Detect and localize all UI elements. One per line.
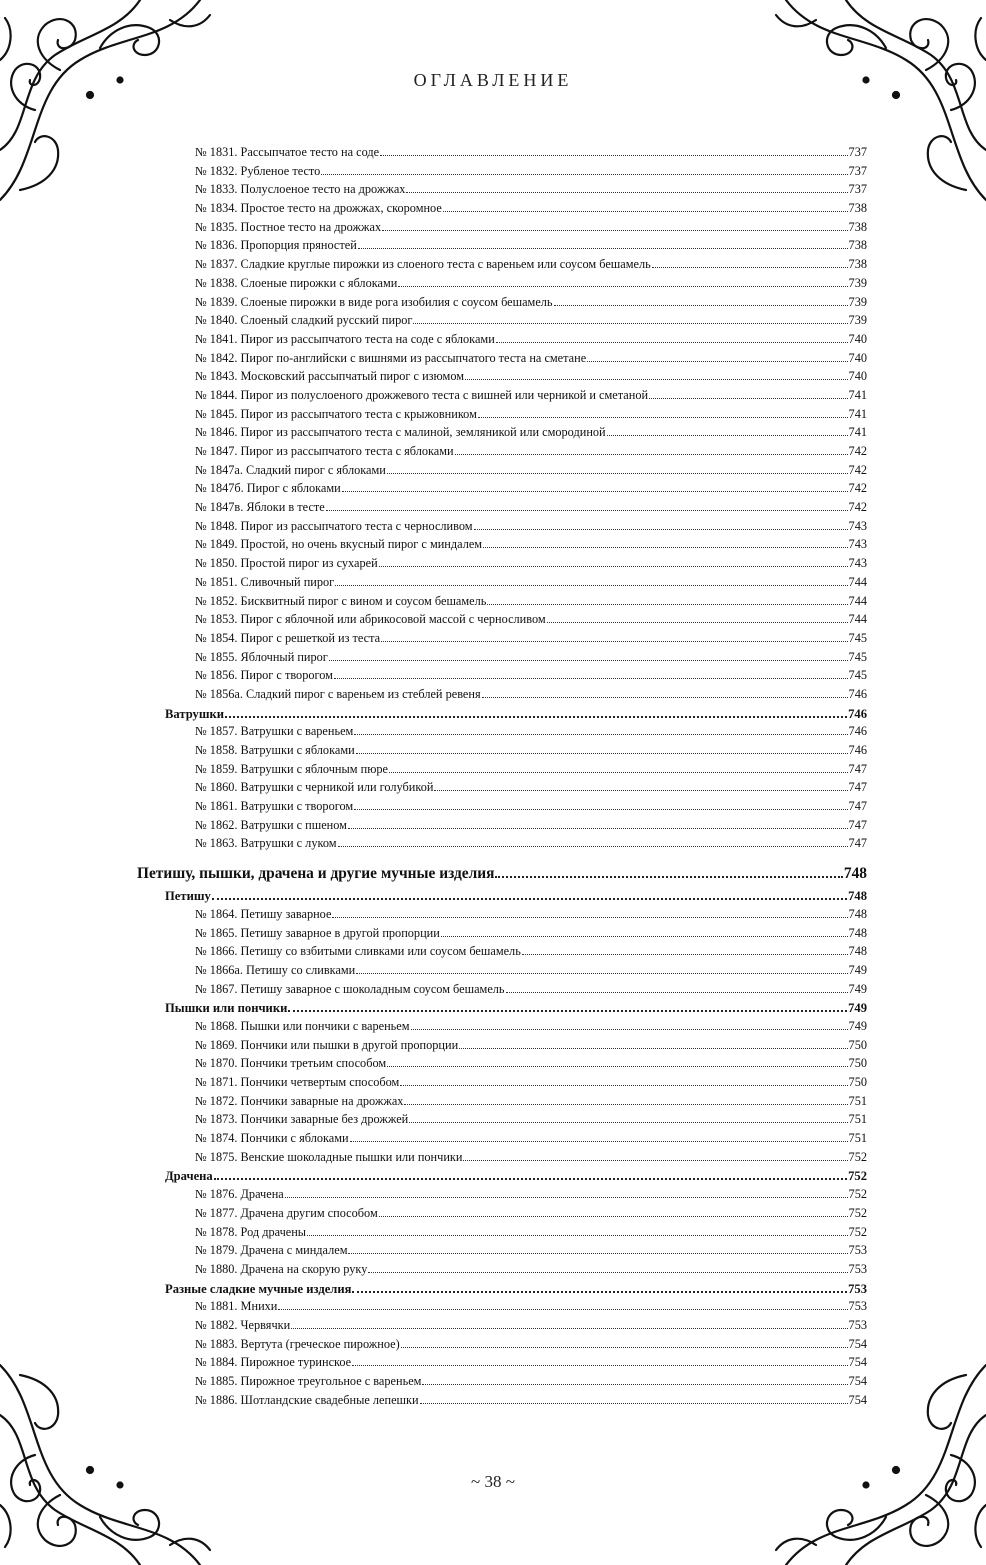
dot-leader — [649, 386, 847, 399]
toc-entry-title: № 1870. Пончики третьим способом — [195, 1056, 387, 1071]
toc-entry-title: № 1853. Пирог с яблочной или абрикосовой массой с черносливом — [195, 612, 546, 627]
toc-entry — [137, 666, 867, 685]
dot-leader — [441, 924, 848, 937]
toc-entry-title: № 1849. Простой, но очень вкусный пирог с миндалем — [195, 537, 483, 552]
toc-entry — [137, 905, 867, 924]
toc-page-number: 750 — [848, 1056, 867, 1071]
toc-entry-title: № 1868. Пышки или пончики с вареньем — [195, 1018, 410, 1033]
toc-page-number: 753 — [848, 1317, 867, 1332]
dot-leader — [455, 442, 848, 455]
toc-page-number: 741 — [848, 406, 867, 421]
dot-leader — [459, 1036, 847, 1049]
dot-leader — [463, 1148, 847, 1161]
toc-entry-title: № 1883. Вертута (греческое пирожное) — [195, 1336, 400, 1351]
toc-entry-title: № 1869. Пончики или пышки в другой пропорции — [195, 1037, 459, 1052]
toc-entry-title: № 1866. Петишу со взбитыми сливками или соусом бешамель — [195, 944, 521, 959]
toc-entry-title: № 1876. Драчена — [195, 1187, 284, 1202]
toc-entry-title: № 1841. Пирог из рассыпчатого теста на соде с яблоками — [195, 331, 495, 346]
dot-leader — [587, 349, 847, 362]
dot-leader — [356, 741, 848, 754]
dot-leader — [338, 834, 848, 847]
toc-entry-title: № 1831. Рассыпчатое тесто на соде — [195, 145, 380, 159]
dot-leader — [400, 1073, 847, 1086]
toc-entry-title: № 1838. Слоеные пирожки с яблоками — [195, 275, 398, 290]
toc-page-number: 749 — [848, 1018, 867, 1033]
toc-page-number: 739 — [848, 313, 867, 328]
toc-page-number: 748 — [848, 925, 867, 940]
toc-page-number: 737 — [848, 145, 867, 159]
toc-entry-title: № 1856. Пирог с творогом — [195, 668, 333, 683]
dot-leader — [547, 610, 848, 623]
toc-entry-title: № 1872. Пончики заварные на дрожжах — [195, 1093, 404, 1108]
toc-entry-title: № 1875. Венские шоколадные пышки или пончики — [195, 1149, 463, 1164]
toc-page-number: 738 — [848, 201, 867, 216]
toc-entry — [137, 629, 867, 648]
toc-entry-title: № 1847. Пирог из рассыпчатого теста с яблоками — [195, 444, 454, 458]
dot-leader — [483, 535, 847, 548]
toc-entry-title: № 1857. Ватрушки с вареньем — [195, 724, 354, 739]
toc-entry-title: № 1837. Сладкие круглые пирожки из слоеного теста с вареньем или соусом бешамель — [195, 257, 651, 272]
toc-entry — [137, 274, 867, 293]
toc-entry-title: № 1862. Ватрушки с пшеном — [195, 817, 347, 832]
dot-leader — [352, 1279, 847, 1293]
toc-entry-title: № 1878. Род драчены — [195, 1224, 307, 1239]
toc-page-number: 754 — [848, 1355, 867, 1370]
toc-entry-title: № 1866а. Петишу со сливками — [195, 962, 356, 977]
toc-entry-title: № 1833. Полуслоеное тесто на дрожжах — [195, 182, 406, 197]
toc-page-number: 746 — [848, 743, 867, 757]
toc-page-number: 753 — [848, 1299, 867, 1314]
toc-page-number: 739 — [848, 294, 867, 309]
toc-page-number: 747 — [848, 799, 867, 814]
toc-entry — [137, 199, 867, 218]
toc-entry-title: № 1880. Драчена на скорую руку — [195, 1261, 368, 1276]
toc-entry — [137, 1017, 867, 1036]
toc-page-number: 740 — [848, 369, 867, 384]
toc-subsection — [137, 886, 867, 905]
toc-page-number: 751 — [848, 1112, 867, 1127]
toc-entry — [137, 1185, 867, 1204]
toc-entry-title: № 1860. Ватрушки с черникой или голубикой — [195, 780, 434, 795]
dot-leader — [354, 797, 847, 810]
toc-entry-title: Ватрушки — [165, 706, 224, 721]
table-of-contents — [137, 143, 867, 1409]
toc-entry-title: № 1836. Пропорция пряностей — [195, 238, 357, 253]
toc-page-number: 739 — [848, 275, 867, 290]
dot-leader — [506, 980, 848, 993]
toc-page-number: 746 — [848, 686, 867, 701]
toc-entry-title: № 1886. Шотландские свадебные лепешки — [195, 1392, 419, 1407]
toc-page-number: 749 — [848, 1001, 867, 1016]
toc-entry-title: № 1858. Ватрушки с яблоками — [195, 743, 355, 757]
toc-entry-title: № 1865. Петишу заварное в другой пропорции — [195, 925, 440, 940]
dot-leader — [413, 311, 847, 324]
toc-entry — [137, 797, 867, 816]
toc-page-number: 740 — [848, 350, 867, 365]
toc-entry — [137, 816, 867, 835]
toc-entry — [137, 610, 867, 629]
toc-entry — [137, 554, 867, 573]
dot-leader — [406, 180, 847, 193]
dot-leader — [398, 274, 847, 287]
dot-leader — [411, 1017, 848, 1030]
toc-page-number: 743 — [848, 518, 867, 533]
toc-subsection — [137, 998, 867, 1017]
toc-entry — [137, 479, 867, 498]
toc-page-number: 753 — [848, 1281, 867, 1296]
toc-entry — [137, 180, 867, 199]
dot-leader — [356, 961, 847, 974]
toc-entry-title: № 1874. Пончики с яблоками — [195, 1131, 349, 1146]
dot-leader — [443, 199, 848, 212]
dot-leader — [358, 236, 848, 249]
toc-page-number: 745 — [848, 649, 867, 664]
toc-entry — [137, 330, 867, 349]
toc-entry — [137, 255, 867, 274]
dot-leader — [335, 573, 847, 586]
toc-entry — [137, 1316, 867, 1335]
dot-leader — [607, 423, 848, 436]
toc-subsection — [137, 1166, 867, 1185]
toc-page-number: 747 — [848, 836, 867, 851]
toc-entry-title: Петишу — [165, 889, 211, 904]
toc-entry-title: № 1851. Сливочный пирог — [195, 574, 335, 589]
toc-entry-title: № 1864. Петишу заварное — [195, 906, 332, 921]
toc-page-number: 743 — [848, 556, 867, 571]
dot-leader — [350, 1129, 848, 1142]
dot-leader — [522, 942, 848, 955]
toc-entry — [137, 648, 867, 667]
toc-entry-title: № 1867. Петишу заварное с шоколадным соусом бешамель — [195, 981, 505, 996]
toc-entry-title: № 1839. Слоеные пирожки в виде рога изобилия с соусом бешамель — [195, 294, 553, 309]
toc-entry-title: № 1879. Драчена с миндалем — [195, 1243, 348, 1258]
dot-leader — [354, 722, 847, 735]
toc-entry-title: № 1834. Простое тесто на дрожжах, скоромное — [195, 201, 442, 216]
dot-leader — [332, 905, 847, 918]
toc-page-number: 754 — [848, 1336, 867, 1351]
toc-page-number: 738 — [848, 257, 867, 272]
dot-leader — [381, 629, 847, 642]
toc-page-number: 748 — [848, 944, 867, 959]
toc-entry — [137, 386, 867, 405]
toc-entry — [137, 1036, 867, 1055]
toc-page-number: 742 — [848, 481, 867, 496]
toc-entry — [137, 685, 867, 704]
toc-entry — [137, 1148, 867, 1167]
toc-page-number: 742 — [848, 444, 867, 458]
toc-entry-title: № 1840. Слоеный сладкий русский пирог — [195, 313, 413, 328]
toc-entry — [137, 1129, 867, 1148]
toc-page-number: 742 — [848, 462, 867, 477]
toc-entry — [137, 293, 867, 312]
toc-entry-title: № 1871. Пончики четвертым способом — [195, 1075, 400, 1089]
toc-entry-title: № 1885. Пирожное треугольное с вареньем — [195, 1374, 422, 1388]
toc-entry — [137, 423, 867, 442]
dot-leader — [342, 479, 848, 492]
toc-entry-title: № 1863. Ватрушки с луком — [195, 836, 337, 851]
dot-leader — [348, 1241, 847, 1254]
toc-page-number: 751 — [848, 1093, 867, 1108]
toc-entry — [137, 834, 867, 853]
toc-entry — [137, 236, 867, 255]
toc-page-number: 741 — [848, 387, 867, 402]
toc-entry-title: № 1835. Постное тесто на дрожжах — [195, 219, 382, 234]
toc-entry-title: № 1855. Яблочный пирог — [195, 649, 328, 664]
dot-leader — [434, 778, 847, 791]
toc-entry-title: № 1852. Бисквитный пирог с вином и соусом бешамель — [195, 593, 487, 608]
toc-entry — [137, 741, 867, 760]
dot-leader — [487, 592, 847, 605]
toc-page-number: 746 — [848, 724, 867, 739]
dot-leader — [474, 517, 848, 530]
toc-entry — [137, 1092, 867, 1111]
toc-entry — [137, 1241, 867, 1260]
toc-entry-title: № 1847а. Сладкий пирог с яблоками — [195, 462, 386, 477]
toc-page-number: 743 — [848, 537, 867, 552]
dot-leader — [554, 293, 848, 306]
toc-page-number: 753 — [848, 1243, 867, 1258]
toc-page-number: 749 — [848, 981, 867, 996]
toc-page-number: 748 — [843, 865, 867, 883]
toc-entry-title: Драчена — [165, 1169, 213, 1184]
toc-entry-title: № 1859. Ватрушки с яблочным пюре — [195, 761, 389, 776]
toc-entry-title: № 1842. Пирог по-английски с вишнями из рассыпчатого теста на сметане — [195, 350, 587, 365]
toc-page-number: 740 — [848, 331, 867, 346]
dot-leader — [382, 218, 847, 231]
dot-leader — [212, 886, 847, 900]
toc-entry — [137, 517, 867, 536]
toc-entry — [137, 1391, 867, 1410]
toc-entry — [137, 461, 867, 480]
toc-page-number: 748 — [848, 906, 867, 921]
toc-entry — [137, 778, 867, 797]
toc-page-number: 750 — [848, 1075, 867, 1089]
toc-page-number: 753 — [848, 1261, 867, 1276]
dot-leader — [288, 998, 847, 1012]
toc-entry — [137, 405, 867, 424]
dot-leader — [478, 405, 848, 418]
toc-entry — [137, 924, 867, 943]
toc-page-number: 748 — [848, 889, 867, 904]
toc-entry-title: № 1856а. Сладкий пирог с вареньем из стеблей ревеня — [195, 686, 481, 701]
dot-leader — [389, 760, 848, 773]
toc-page-number: 749 — [848, 962, 867, 977]
dot-leader — [496, 330, 848, 343]
toc-page-number: 747 — [848, 817, 867, 832]
toc-page-number: 742 — [848, 500, 867, 515]
dot-leader — [420, 1391, 848, 1404]
toc-entry — [137, 1054, 867, 1073]
toc-entry-title: № 1850. Простой пирог из сухарей — [195, 556, 378, 571]
toc-entry — [137, 535, 867, 554]
dot-leader — [465, 367, 848, 380]
toc-entry — [137, 498, 867, 517]
toc-page-number: 752 — [848, 1205, 867, 1220]
toc-entry-title: № 1846. Пирог из рассыпчатого теста с малиной, земляникой или смородиной — [195, 425, 606, 440]
toc-entry-title: № 1881. Мнихи — [195, 1299, 278, 1314]
toc-page-number: 744 — [848, 612, 867, 627]
dot-leader — [307, 1223, 847, 1236]
dot-leader — [278, 1297, 847, 1310]
toc-entry-title: № 1845. Пирог из рассыпчатого теста с крыжовником — [195, 406, 477, 421]
toc-entry — [137, 1204, 867, 1223]
dot-leader — [214, 1166, 847, 1180]
dot-leader — [379, 1204, 848, 1217]
toc-entry — [137, 1073, 867, 1092]
toc-page-number: 745 — [848, 668, 867, 683]
toc-page-number: 744 — [848, 574, 867, 589]
toc-entry — [137, 1335, 867, 1354]
dot-leader — [482, 685, 848, 698]
toc-entry-title: № 1832. Рубленое тесто — [195, 163, 321, 178]
dot-leader — [404, 1092, 847, 1105]
dot-leader — [291, 1316, 847, 1329]
dot-leader — [334, 666, 848, 679]
toc-page-number: 747 — [848, 780, 867, 795]
toc-page-number: 737 — [848, 163, 867, 178]
toc-entry-title: Петишу, пышки, драчена и другие мучные изделия — [137, 865, 495, 883]
toc-page-number: 738 — [848, 238, 867, 253]
toc-entry — [137, 1353, 867, 1372]
dot-leader — [401, 1335, 848, 1348]
toc-entry — [137, 143, 867, 162]
toc-entry — [137, 162, 867, 181]
toc-entry — [137, 1260, 867, 1279]
toc-subsection — [137, 704, 867, 723]
dot-leader — [285, 1185, 848, 1198]
toc-page-number: 754 — [848, 1374, 867, 1388]
toc-entry — [137, 1372, 867, 1391]
toc-page-number: 747 — [848, 761, 867, 776]
dot-leader — [352, 1353, 847, 1366]
dot-leader — [329, 648, 848, 661]
toc-entry — [137, 442, 867, 461]
toc-entry — [137, 349, 867, 368]
toc-entry-title: № 1884. Пирожное туринское — [195, 1355, 352, 1370]
toc-entry-title: Пышки или пончики — [165, 1001, 288, 1016]
toc-entry — [137, 961, 867, 980]
dot-leader — [387, 461, 848, 474]
toc-entry-title: № 1877. Драчена другим способом — [195, 1205, 378, 1220]
dot-leader — [379, 554, 848, 567]
toc-page-number: 754 — [848, 1392, 867, 1407]
toc-subsection — [137, 1279, 867, 1298]
dot-leader — [326, 498, 848, 511]
toc-entry — [137, 722, 867, 741]
dot-leader — [225, 704, 847, 718]
toc-entry — [137, 218, 867, 237]
toc-page-number: 744 — [848, 593, 867, 608]
toc-entry-title: № 1844. Пирог из полуслоеного дрожжевого теста с вишней или черникой и сметаной — [195, 387, 649, 402]
toc-entry-title: Разные сладкие мучные изделия — [165, 1281, 352, 1296]
toc-entry-title: № 1847в. Яблоки в тесте — [195, 500, 325, 515]
toc-entry — [137, 942, 867, 961]
dot-leader — [422, 1372, 847, 1385]
toc-page-number: 741 — [848, 425, 867, 440]
toc-page-number: 745 — [848, 630, 867, 645]
dot-leader — [368, 1260, 847, 1273]
toc-entry — [137, 592, 867, 611]
toc-entry-title: № 1848. Пирог из рассыпчатого теста с черносливом — [195, 518, 473, 533]
toc-page-number: 738 — [848, 219, 867, 234]
toc-page-number: 737 — [848, 182, 867, 197]
toc-entry — [137, 573, 867, 592]
toc-page-number: 752 — [848, 1169, 867, 1184]
toc-page-number: 752 — [848, 1187, 867, 1202]
toc-entry-title: № 1882. Червячки — [195, 1317, 291, 1332]
dot-leader — [321, 162, 847, 175]
toc-page-number: 751 — [848, 1131, 867, 1146]
toc-entry — [137, 760, 867, 779]
toc-entry — [137, 1297, 867, 1316]
toc-entry — [137, 311, 867, 330]
toc-entry — [137, 1223, 867, 1242]
toc-entry-title: № 1854. Пирог с решеткой из теста — [195, 630, 381, 645]
toc-page-number: 750 — [848, 1037, 867, 1052]
dot-leader — [387, 1054, 847, 1067]
toc-section — [137, 862, 867, 886]
dot-leader — [348, 816, 848, 829]
dot-leader — [380, 143, 847, 156]
dot-leader — [409, 1110, 847, 1123]
toc-entry-title: № 1873. Пончики заварные без дрожжей — [195, 1112, 409, 1127]
page-number: ~ 38 ~ — [471, 1472, 515, 1491]
toc-entry-title: № 1861. Ватрушки с творогом — [195, 799, 354, 814]
toc-entry — [137, 980, 867, 999]
page-title: ОГЛАВЛЕНИЕ — [413, 70, 573, 90]
toc-page-number: 746 — [848, 706, 867, 721]
toc-page-number: 752 — [848, 1149, 867, 1164]
toc-entry — [137, 367, 867, 386]
dot-leader — [495, 862, 842, 878]
toc-entry-title: № 1847б. Пирог с яблоками — [195, 481, 341, 496]
dot-leader — [652, 255, 848, 268]
toc-page-number: 752 — [848, 1224, 867, 1239]
toc-entry — [137, 1110, 867, 1129]
toc-entry-title: № 1843. Московский рассыпчатый пирог с изюмом — [195, 369, 465, 384]
